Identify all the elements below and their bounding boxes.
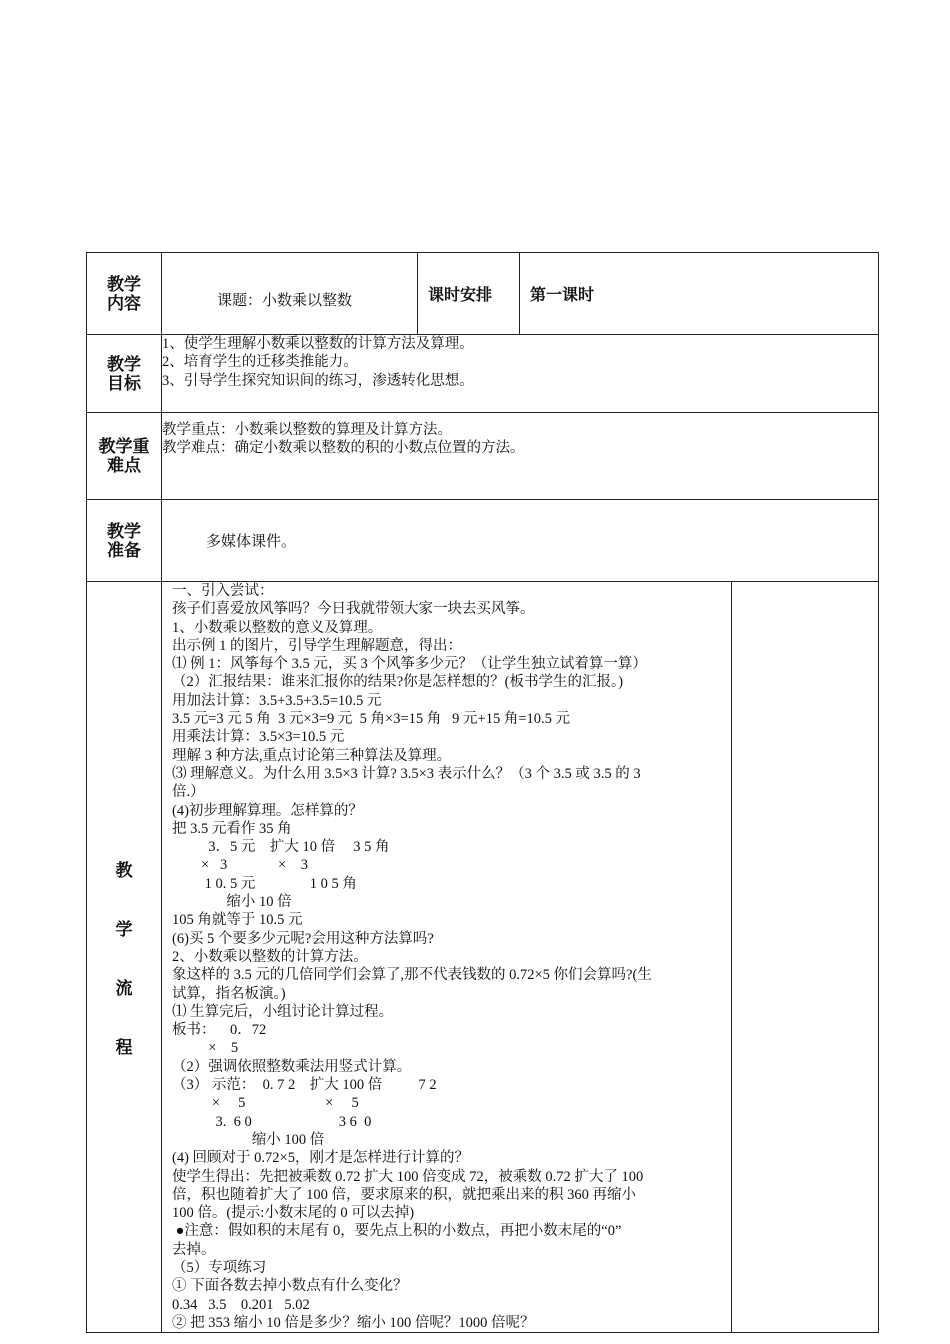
flow-line: 象这样的 3.5 元的几倍同学们会算了,那不代表钱数的 0.72×5 你们会算吗?(生 xyxy=(172,967,652,984)
keypoints-label xyxy=(87,413,162,500)
row-flow xyxy=(87,582,879,1333)
flow-line: ●注意：假如积的末尾有 0，要先点上积的小数点，再把小数末尾的“0” xyxy=(172,1223,622,1240)
flow-label-char: 程 xyxy=(115,1038,133,1058)
flow-label-char: 流 xyxy=(115,979,133,999)
flow-line: 缩小 10 倍 xyxy=(172,894,292,911)
goal-item: 3、引导学生探究知识间的练习，渗透转化思想。 xyxy=(162,372,474,389)
label-line: 教学 xyxy=(107,274,141,294)
flow-content xyxy=(162,582,732,1333)
flow-line: (4) 回顾对于 0.72×5，刚才是怎样进行计算的？ xyxy=(172,1150,469,1167)
preparation-label-line1: 教学 xyxy=(107,521,141,541)
label-line: 目标 xyxy=(107,373,141,393)
flow-notes-column xyxy=(732,582,879,1333)
flow-label-char: 学 xyxy=(115,920,133,940)
schedule-label: 课时安排 xyxy=(418,253,520,335)
flow-line: （2）强调依照整数乘法用竖式计算。 xyxy=(172,1058,412,1075)
flow-line: 3.5 元=3 元 5 角 3 元×3=9 元 5 角×3=15 角 9 元+15 角=10.5 元 xyxy=(172,711,570,728)
goal-item: 1、使学生理解小数乘以整数的计算方法及算理。 xyxy=(162,336,474,352)
keypoints-label-line2: 难点 xyxy=(107,456,141,475)
flow-line: ⑴ 生算完后，小组讨论计算过程。 xyxy=(172,1003,394,1020)
flow-line: ⑴ 例 1：风筝每个 3.5 元，买 3 个风筝多少元？（让学生独立试着算一算） xyxy=(172,656,647,673)
label-line: 教学 xyxy=(107,354,141,374)
flow-line: 3. 6 0 3 6 0 xyxy=(172,1113,372,1130)
flow-line: 出示例 1 的图片，引导学生理解题意，得出： xyxy=(172,637,462,654)
row-preparation xyxy=(87,500,879,582)
content-label xyxy=(87,253,162,335)
keypoint-item: 教学重点：小数乘以整数的算理及计算方法。 xyxy=(162,422,452,438)
flow-line: 去掉。 xyxy=(172,1241,216,1258)
flow-label xyxy=(87,582,162,1333)
preparation-label-line2: 准备 xyxy=(107,540,141,560)
lesson-plan-table xyxy=(86,252,879,1333)
flow-line: 1 0. 5 元 1 0 5 角 xyxy=(172,875,357,892)
flow-line: ① 下面各数去掉小数点有什么变化？ xyxy=(172,1278,408,1295)
flow-line: (6)买 5 个要多少元呢?会用这种方法算吗? xyxy=(172,930,434,947)
row-content xyxy=(87,253,879,335)
flow-line: 倍，积也随着扩大了 100 倍，要求原来的积，就把乘出来的积 360 再缩小 xyxy=(172,1186,636,1203)
content-label-text xyxy=(87,275,161,313)
flow-line: （3） 示范： 0. 7 2 扩大 100 倍 7 2 xyxy=(172,1077,437,1094)
row-goals xyxy=(87,335,879,413)
flow-line: 0.34 3.5 0.201 5.02 xyxy=(172,1296,310,1313)
label-line: 内容 xyxy=(107,293,141,313)
flow-line: 一、引入尝试： xyxy=(172,583,274,599)
goals-list xyxy=(162,335,879,413)
flow-line: ⑶ 理解意义。为什么用 3.5×3 计算? 3.5×3 表示什么？（3 个 3.5 或 3.5 的 3 xyxy=(172,765,641,782)
flow-line: 缩小 100 倍 xyxy=(172,1131,325,1148)
flow-line: 板书： 0．72 xyxy=(172,1022,267,1039)
goal-item: 2、培育学生的迁移类推能力。 xyxy=(162,354,358,371)
flow-line: （2）汇报结果：谁来汇报你的结果?你是怎样想的？(板书学生的汇报。) xyxy=(172,674,624,691)
flow-line: 把 3.5 元看作 35 角 xyxy=(172,820,292,837)
flow-line: 理解 3 种方法,重点讨论第三种算法及算理。 xyxy=(172,747,452,764)
flow-line: × 5 × 5 xyxy=(172,1095,359,1112)
flow-line: 100 倍。(提示:小数末尾的 0 可以去掉) xyxy=(172,1205,415,1222)
flow-line: × 5 xyxy=(172,1040,239,1057)
schedule-value: 第一课时 xyxy=(520,253,879,335)
flow-line: 3．5 元 扩大 10 倍 3 5 角 xyxy=(172,839,390,856)
goals-label xyxy=(87,335,162,413)
goals-label-text xyxy=(87,355,161,393)
keypoint-item: 教学难点：确定小数乘以整数的积的小数点位置的方法。 xyxy=(162,440,525,457)
row-keypoints xyxy=(87,413,879,500)
flow-line: 倍.） xyxy=(172,784,205,801)
flow-line: 用乘法计算：3.5×3=10.5 元 xyxy=(172,729,345,746)
preparation-text: 多媒体课件。 xyxy=(162,500,879,582)
flow-line: 2、小数乘以整数的计算方法。 xyxy=(172,948,368,965)
flow-line: × 3 × 3 xyxy=(172,857,308,874)
keypoints-label-line1: 教学重 xyxy=(98,437,150,456)
flow-line: （5）专项练习 xyxy=(172,1259,267,1276)
flow-line: (4)初步理解算理。怎样算的？ xyxy=(172,802,363,819)
lesson-title: 课题：小数乘以整数 xyxy=(162,253,418,335)
flow-line: 试算，指名板演。) xyxy=(172,985,286,1002)
preparation-label xyxy=(87,500,162,582)
flow-line: 105 角就等于 10.5 元 xyxy=(172,912,303,929)
flow-line: 1、小数乘以整数的意义及算理。 xyxy=(172,619,383,636)
flow-line: 使学生得出：先把被乘数 0.72 扩大 100 倍变成 72，被乘数 0.72 扩大了 100 xyxy=(172,1168,644,1185)
flow-line: 孩子们喜爱放风筝吗？今日我就带领大家一块去买风筝。 xyxy=(172,601,535,618)
flow-label-char: 教 xyxy=(115,861,133,881)
flow-line: ② 把 353 缩小 10 倍是多少？缩小 100 倍呢？1000 倍呢？ xyxy=(172,1314,535,1331)
flow-line: 用加法计算：3.5+3.5+3.5=10.5 元 xyxy=(172,692,382,709)
keypoints-text xyxy=(162,413,879,500)
